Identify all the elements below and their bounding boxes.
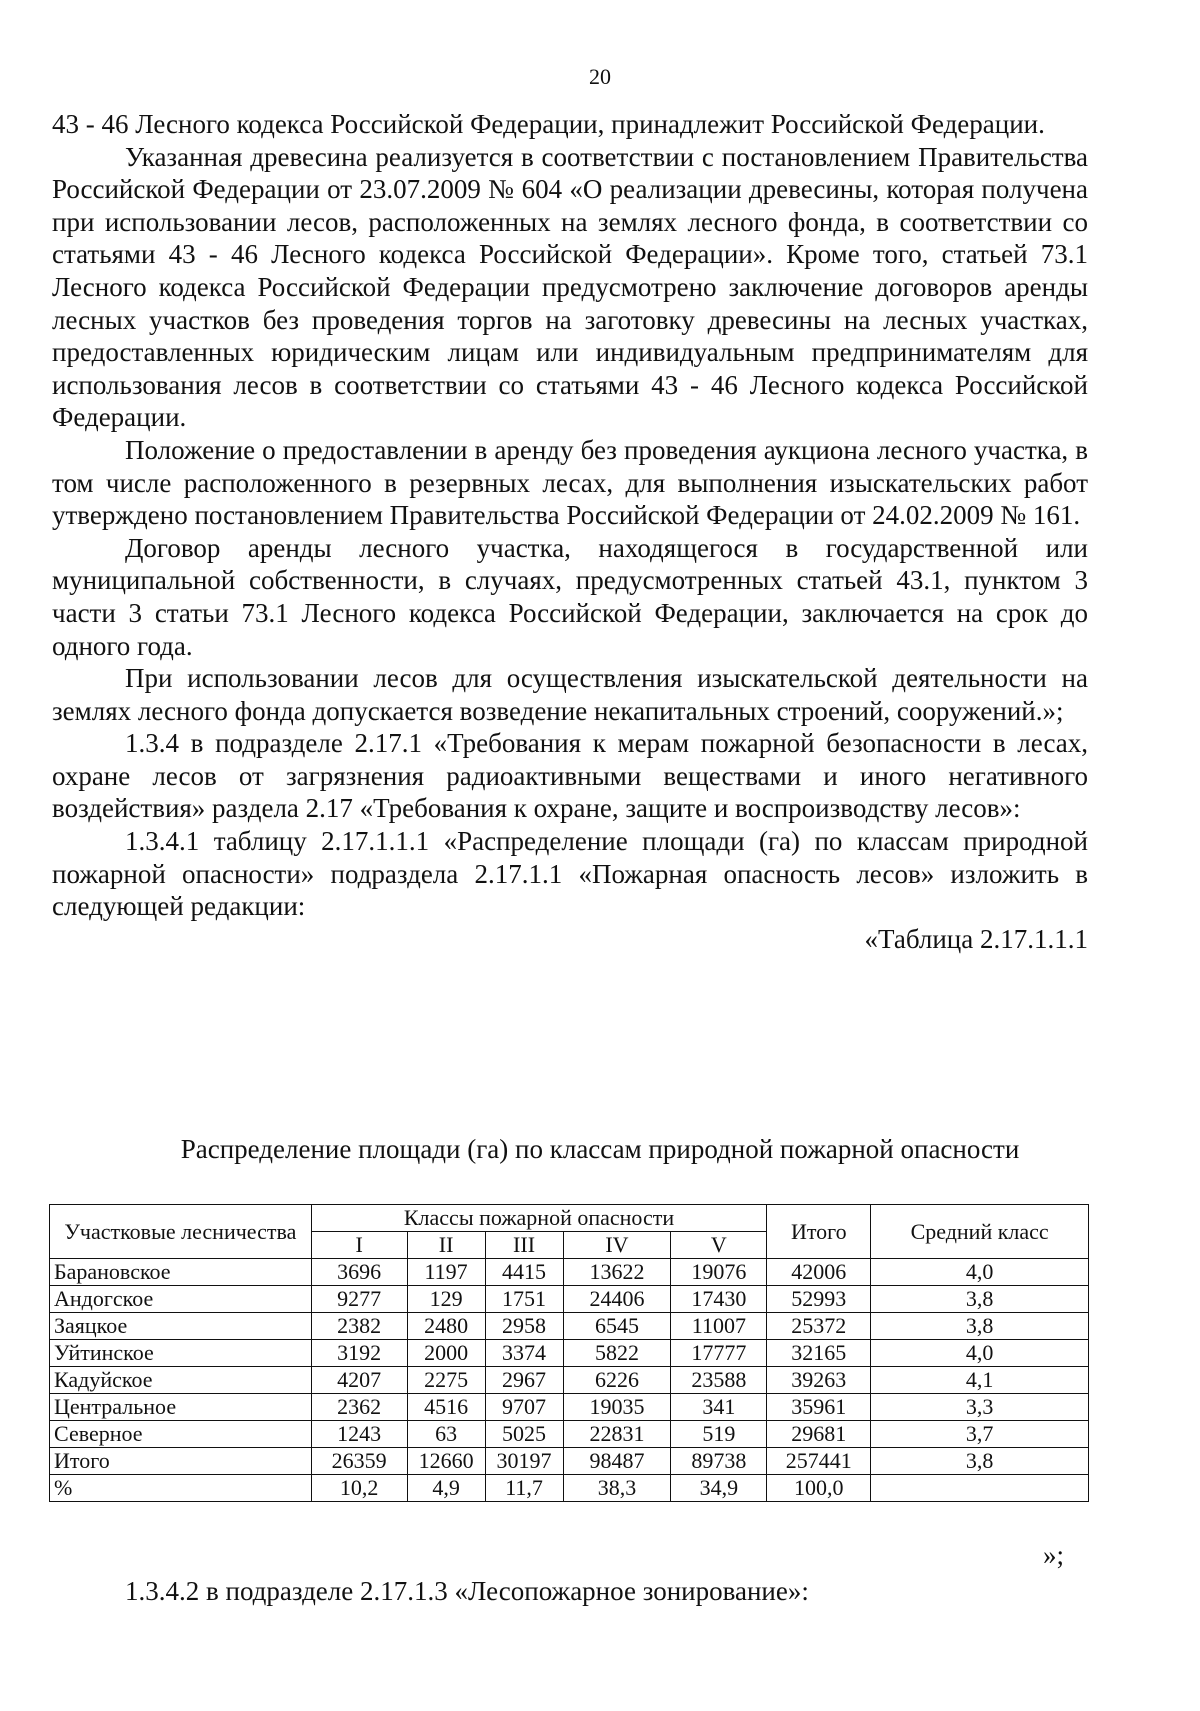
paragraph: Указанная древесина реализуется в соответствии с постановлением Правительства Российской Федерации от 23.07.2009 № 604 «О реализации древесины, которая получена при использовании лесов, расположенных на землях лесного фонда, в соответствии со статьями 43 - 46 Лесного кодекса Российской Федерации». Кроме того, статьей 73.1 Лесного кодекса Российской Федерации предусмотрено заключение договоров аренды лесных участков без проведения торгов на заготовку древесины на лесных участках, предоставленных юридическим лицам или индивидуальным предпринимателям для использования лесов в соответствии со статьями 43 - 46 Лесного кодекса Российской Федерации. (52, 141, 1088, 433)
class-value-cell: 4,9 (407, 1475, 485, 1502)
class-value-cell: 17430 (671, 1286, 767, 1313)
avg-class-cell: 4,1 (871, 1367, 1089, 1394)
class-value-cell: 23588 (671, 1367, 767, 1394)
paragraph: Договор аренды лесного участка, находящегося в государственной или муниципальной собственности, в случаях, предусмотренных статьей 43.1, пунктом 3 части 3 статьи 73.1 Лесного кодекса Российской Федерации, заключается на срок до одного года. (52, 532, 1088, 661)
class-value-cell: 11007 (671, 1313, 767, 1340)
avg-class-cell: 4,0 (871, 1259, 1089, 1286)
class-value-cell: 4415 (485, 1259, 563, 1286)
header-forestry: Участковые лесничества (50, 1205, 312, 1259)
paragraph: При использовании лесов для осуществления изыскательской деятельности на землях лесного фонда допускается возведение некапитальных строений, сооружений.»; (52, 663, 1088, 726)
table-label: «Таблица 2.17.1.1.1 (864, 923, 1088, 954)
class-value-cell: 3696 (311, 1259, 407, 1286)
header-class: I (311, 1232, 407, 1259)
avg-class-cell (871, 1475, 1089, 1502)
class-value-cell: 5025 (485, 1421, 563, 1448)
class-value-cell: 2382 (311, 1313, 407, 1340)
total-cell: 42006 (767, 1259, 871, 1286)
document-body (52, 108, 1088, 955)
paragraph: 1.3.4 в подразделе 2.17.1 «Требования к мерам пожарной безопасности в лесах, охране лесов от загрязнения радиоактивными веществами и иного негативного воздействия» раздела 2.17 «Требования к охране, защите и воспроизводству лесов»: (52, 728, 1088, 824)
forestry-name-cell: Северное (50, 1421, 312, 1448)
table-title: Распределение площади (га) по классам природной пожарной опасности (180, 1134, 1020, 1164)
table-body (50, 1259, 1089, 1502)
class-value-cell: 2275 (407, 1367, 485, 1394)
header-classes-group: Классы пожарной опасности (311, 1205, 767, 1232)
fire-danger-table (49, 1204, 1089, 1502)
total-cell: 257441 (767, 1448, 871, 1475)
total-cell: 25372 (767, 1313, 871, 1340)
class-value-cell: 19076 (671, 1259, 767, 1286)
table-row (50, 1340, 1089, 1367)
class-value-cell: 5822 (563, 1340, 671, 1367)
header-class: III (485, 1232, 563, 1259)
class-value-cell: 341 (671, 1394, 767, 1421)
avg-class-cell: 3,8 (871, 1313, 1089, 1340)
total-cell: 29681 (767, 1421, 871, 1448)
class-value-cell: 98487 (563, 1448, 671, 1475)
table-row (50, 1259, 1089, 1286)
class-value-cell: 3192 (311, 1340, 407, 1367)
class-value-cell: 30197 (485, 1448, 563, 1475)
forestry-name-cell: % (50, 1475, 312, 1502)
avg-class-cell: 4,0 (871, 1340, 1089, 1367)
forestry-name-cell: Итого (50, 1448, 312, 1475)
last-line: 1.3.4.2 в подразделе 2.17.1.3 «Лесопожарное зонирование»: (125, 1576, 809, 1606)
paragraph: 1.3.4.1 таблицу 2.17.1.1.1 «Распределение площади (га) по классам природной пожарной опасности» подраздела 2.17.1.1 «Пожарная опасность лесов» изложить в следующей редакции: (52, 826, 1088, 922)
class-value-cell: 2958 (485, 1313, 563, 1340)
table-row (50, 1421, 1089, 1448)
paragraph: 43 - 46 Лесного кодекса Российской Федерации, принадлежит Российской Федерации. (52, 109, 1045, 139)
class-value-cell: 1243 (311, 1421, 407, 1448)
class-value-cell: 19035 (563, 1394, 671, 1421)
header-total: Итого (767, 1205, 871, 1259)
forestry-name-cell: Центральное (50, 1394, 312, 1421)
page-number: 20 (589, 64, 611, 89)
class-value-cell: 2967 (485, 1367, 563, 1394)
total-cell: 32165 (767, 1340, 871, 1367)
class-value-cell: 129 (407, 1286, 485, 1313)
class-value-cell: 12660 (407, 1448, 485, 1475)
header-class: IV (563, 1232, 671, 1259)
class-value-cell: 2000 (407, 1340, 485, 1367)
table-row (50, 1475, 1089, 1502)
class-value-cell: 34,9 (671, 1475, 767, 1502)
forestry-name-cell: Барановское (50, 1259, 312, 1286)
header-class: II (407, 1232, 485, 1259)
class-value-cell: 2480 (407, 1313, 485, 1340)
class-value-cell: 6226 (563, 1367, 671, 1394)
class-value-cell: 10,2 (311, 1475, 407, 1502)
class-value-cell: 2362 (311, 1394, 407, 1421)
class-value-cell: 4207 (311, 1367, 407, 1394)
table-row (50, 1286, 1089, 1313)
avg-class-cell: 3,7 (871, 1421, 1089, 1448)
class-value-cell: 1197 (407, 1259, 485, 1286)
class-value-cell: 519 (671, 1421, 767, 1448)
class-value-cell: 22831 (563, 1421, 671, 1448)
avg-class-cell: 3,3 (871, 1394, 1089, 1421)
header-class: V (671, 1232, 767, 1259)
class-value-cell: 89738 (671, 1448, 767, 1475)
forestry-name-cell: Уйтинское (50, 1340, 312, 1367)
paragraph: Положение о предоставлении в аренду без проведения аукциона лесного участка, в том числе расположенного в резервных лесах, для выполнения изыскательских работ утверждено постановлением Правительства Российской Федерации от 24.02.2009 № 161. (52, 434, 1088, 531)
class-value-cell: 11,7 (485, 1475, 563, 1502)
class-value-cell: 26359 (311, 1448, 407, 1475)
total-cell: 100,0 (767, 1475, 871, 1502)
table-row (50, 1394, 1089, 1421)
table-header-row (50, 1205, 1089, 1232)
total-cell: 52993 (767, 1286, 871, 1313)
class-value-cell: 24406 (563, 1286, 671, 1313)
avg-class-cell: 3,8 (871, 1286, 1089, 1313)
class-value-cell: 1751 (485, 1286, 563, 1313)
class-value-cell: 38,3 (563, 1475, 671, 1502)
table-row (50, 1367, 1089, 1394)
table-row (50, 1313, 1089, 1340)
closing-mark: »; (1043, 1540, 1065, 1570)
class-value-cell: 3374 (485, 1340, 563, 1367)
avg-class-cell: 3,8 (871, 1448, 1089, 1475)
class-value-cell: 63 (407, 1421, 485, 1448)
class-value-cell: 4516 (407, 1394, 485, 1421)
header-avg-class: Средний класс (871, 1205, 1089, 1259)
forestry-name-cell: Андогское (50, 1286, 312, 1313)
total-cell: 35961 (767, 1394, 871, 1421)
class-value-cell: 9707 (485, 1394, 563, 1421)
class-value-cell: 6545 (563, 1313, 671, 1340)
table-row (50, 1448, 1089, 1475)
forestry-name-cell: Кадуйское (50, 1367, 312, 1394)
class-value-cell: 13622 (563, 1259, 671, 1286)
class-value-cell: 17777 (671, 1340, 767, 1367)
class-value-cell: 9277 (311, 1286, 407, 1313)
forestry-name-cell: Заяцкое (50, 1313, 312, 1340)
total-cell: 39263 (767, 1367, 871, 1394)
